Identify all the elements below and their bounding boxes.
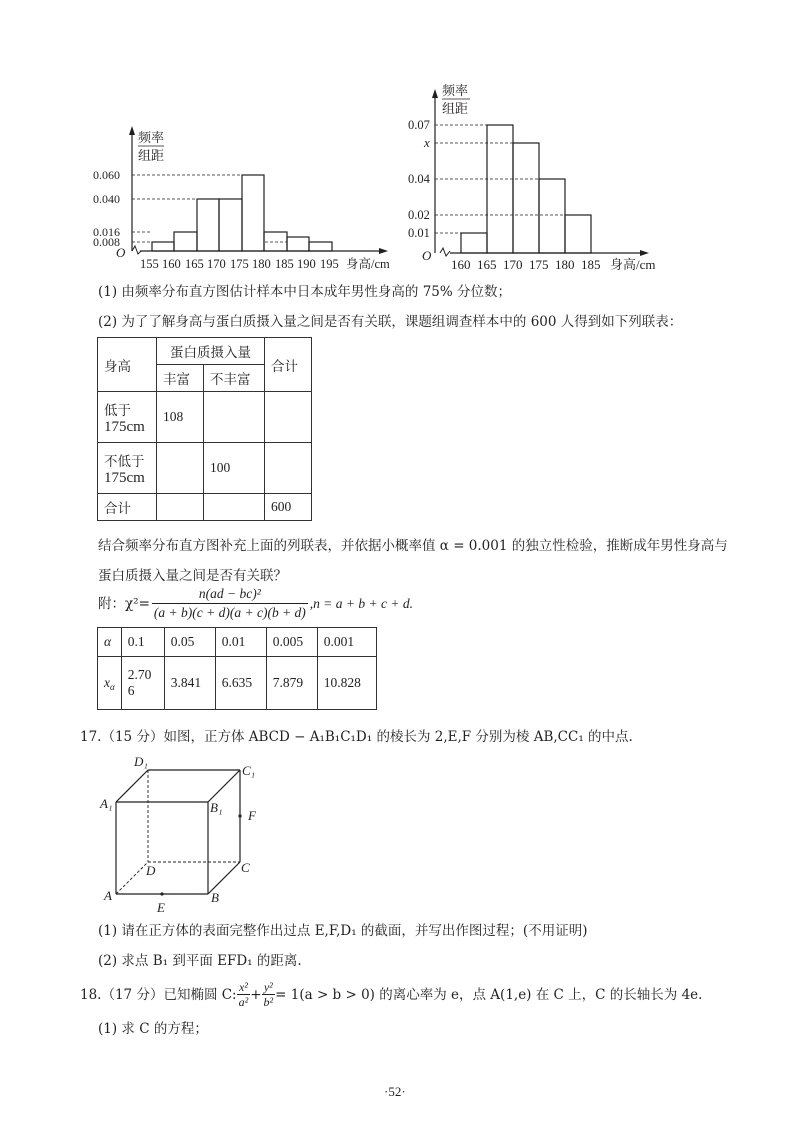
x-value: 10.828 [317, 657, 376, 710]
header-protein: 蛋白质摄入量 [157, 338, 265, 365]
row-label: 合计 [98, 494, 157, 521]
origin-label: O [116, 245, 126, 260]
label-F: F [248, 808, 256, 823]
x-tick: 165 [477, 257, 497, 272]
cell-notrich-high: 100 [204, 443, 265, 494]
label-C1: C₁ [242, 763, 256, 778]
x-tick: 155 [140, 257, 159, 271]
x-tick: 170 [207, 257, 226, 271]
alpha-value: 0.01 [215, 628, 266, 657]
cell-grand-total: 600 [265, 494, 312, 521]
y-tick: 0.01 [408, 226, 430, 240]
x-axis-label: 身高/cm [610, 257, 656, 272]
row-label: 不低于 175cm [98, 443, 157, 494]
label-B1: B₁ [210, 800, 223, 815]
cell-empty [204, 494, 265, 521]
x-tick: 160 [451, 257, 471, 272]
alpha-label: α [98, 628, 122, 657]
label-D1: D₁ [134, 754, 148, 769]
y-label-top: 频率 [442, 83, 469, 98]
alpha-value: 0.001 [317, 628, 376, 657]
label-C: C [241, 860, 250, 875]
y-tick-x: x [424, 135, 430, 150]
x-value: 6.635 [215, 657, 266, 710]
label-E: E [157, 900, 165, 915]
x-tick: 170 [503, 257, 523, 272]
q16-para2: 蛋白质摄入量之间是否有关联？ [98, 568, 287, 584]
label-A: A [104, 888, 112, 903]
x-tick: 175 [529, 257, 549, 272]
y-tick: 0.04 [408, 172, 430, 186]
label-D: D [146, 863, 156, 878]
x-tick: 195 [320, 257, 339, 271]
x-value: 7.879 [266, 657, 317, 710]
y-tick: 0.040 [93, 192, 120, 206]
x-tick: 165 [185, 257, 204, 271]
x-value: 3.841 [164, 657, 215, 710]
header-total: 合计 [265, 338, 312, 392]
alpha-value: 0.05 [164, 628, 215, 657]
cell-empty [204, 392, 265, 443]
alpha-value: 0.1 [121, 628, 164, 657]
contingency-table [97, 337, 312, 521]
q17-header: 17.（15 分）如图，正方体 ABCD − A₁B₁C₁D₁ 的棱长为 2,E,F 分别为棱 AB,CC₁ 的中点. [80, 729, 633, 745]
cell-empty [157, 494, 204, 521]
q16-para1: 结合频率分布直方图补充上面的列联表，并依据小概率值 α = 0.001 的独立性检验，推断成年男性身高与 [98, 538, 728, 554]
x-tick: 185 [581, 257, 601, 272]
q17-part1: (1) 请在正方体的表面完整作出过点 E,F,D₁ 的截面，并写出作图过程；(不用证明) [98, 923, 588, 939]
cell-rich-low: 108 [157, 392, 204, 443]
q17-part2: (2) 求点 B₁ 到平面 EFD₁ 的距离. [98, 953, 302, 969]
label-A1: A₁ [100, 796, 113, 811]
x-tick: 190 [297, 257, 316, 271]
header-notrich: 不丰富 [204, 365, 265, 392]
q16-part1: (1) 由频率分布直方图估计样本中日本成年男性身高的 75% 分位数； [98, 284, 512, 300]
header-rich: 丰富 [157, 365, 204, 392]
histogram-2 [400, 75, 680, 275]
x-tick: 180 [555, 257, 575, 272]
x-tick: 180 [252, 257, 271, 271]
cell-empty [157, 443, 204, 494]
x-tick: 160 [162, 257, 181, 271]
q16-part2: (2) 为了了解身高与蛋白质摄入量之间是否有关联，课题组调查样本中的 600 人得到如下列联表： [98, 314, 683, 330]
y-tick: 0.008 [93, 235, 120, 249]
y-tick: 0.016 [93, 225, 120, 239]
x-tick: 175 [230, 257, 249, 271]
label-B: B [211, 890, 219, 905]
y-label-top: 频率 [138, 130, 165, 145]
x-axis-label: 身高/cm [346, 257, 390, 271]
y-label-bottom: 组距 [442, 101, 469, 116]
q18-header: 18.（17 分）已知椭圆 C: $\frac{\text{x²}}{\text{a²}}$ + $\frac{\text{y²}}{\text{b²}}$ = 1(a > b > 0) 的离心率为 e，点 A(1,e) 在 C 上，C 的长轴长为 4e. [80, 980, 703, 1009]
q18-part1: (1) 求 C 的方程； [98, 1021, 208, 1037]
y-tick: 0.060 [93, 168, 120, 182]
y-label-bottom: 组距 [138, 148, 165, 163]
row-label: 低于 175cm [98, 392, 157, 443]
cube-diagram [90, 750, 290, 920]
origin-label: O [422, 248, 432, 263]
header-height: 身高 [98, 338, 157, 392]
histogram-1 [90, 120, 400, 280]
x-tick: 185 [275, 257, 294, 271]
cell-empty [265, 392, 312, 443]
cell-empty [265, 443, 312, 494]
alpha-table [97, 627, 377, 710]
alpha-value: 0.005 [266, 628, 317, 657]
chi-square-formula: 附：χ²= $\frac{\text{n(ad − bc)²}}{(a + b)(c + d)(a + c)(b + d)}$ ,n = a + b + c + d. [98, 586, 413, 620]
page-number: ·52· [384, 1084, 406, 1099]
x-alpha-label: $x_\alpha$ [98, 657, 122, 710]
y-tick: 0.07 [408, 118, 430, 132]
y-tick: 0.02 [408, 208, 430, 222]
x-value: 2.70 6 [121, 657, 164, 710]
